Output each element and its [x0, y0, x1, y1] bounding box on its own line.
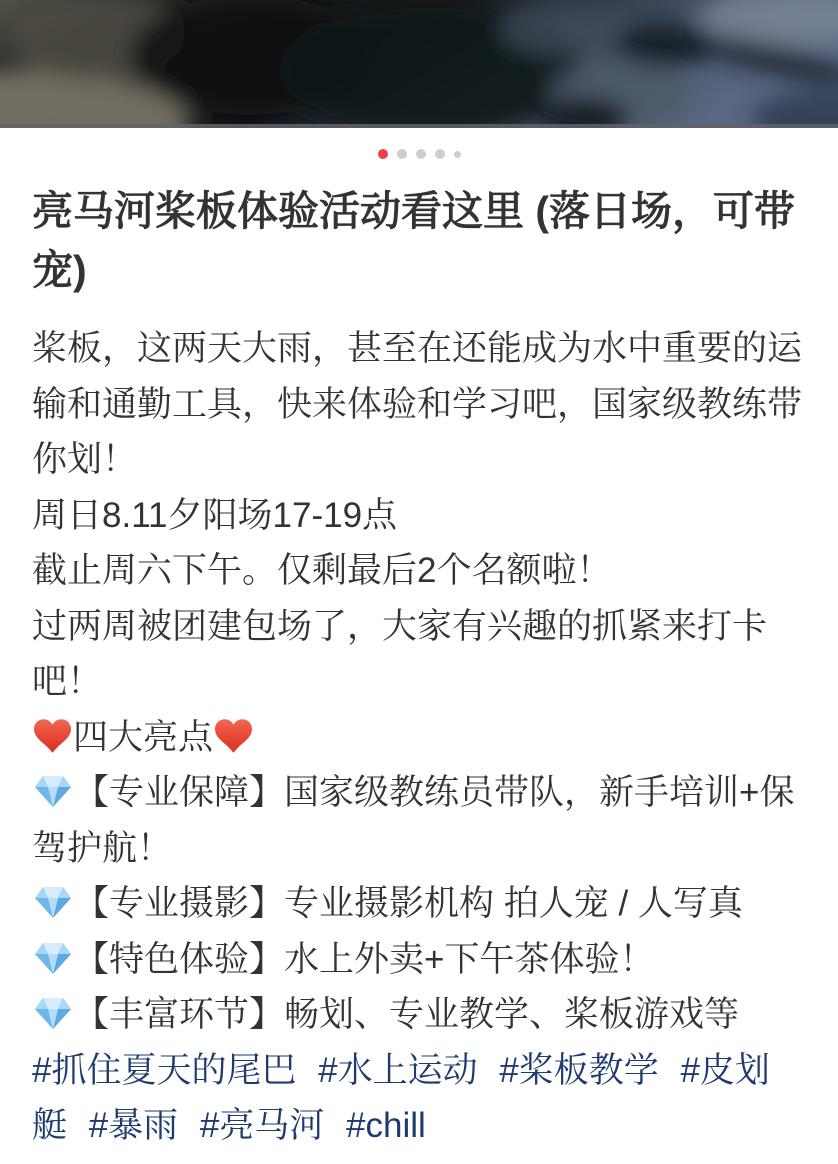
post-title: 亮马河桨板体验活动看这里 (落日场，可带宠) [32, 188, 796, 293]
cover-photo[interactable] [0, 0, 838, 128]
highlight-text: 【丰富环节】畅划、专业教学、桨板游戏等 [74, 995, 740, 1034]
highlight-text: 【专业摄影】专业摄影机构 拍人宠 / 人写真 [74, 884, 743, 923]
carousel-dot[interactable] [416, 149, 426, 159]
hashtag[interactable]: #桨板教学 [499, 1050, 659, 1090]
cover-photo-image [0, 0, 838, 128]
paragraph-intro: 桨板，这两天大雨，甚至在还能成为水中重要的运输和通勤工具，快来体验和学习吧，国家级教练带你划！ [32, 329, 803, 479]
heart-icon [215, 719, 252, 753]
hashtag[interactable]: #皮划艇 [32, 1050, 770, 1145]
hashtag[interactable]: #chill [346, 1106, 426, 1145]
paragraph-schedule: 周日8.11夕阳场17-19点 [32, 495, 398, 535]
hashtag[interactable]: #水上运动 [318, 1050, 478, 1090]
highlight-item [32, 876, 806, 932]
gem-icon [34, 885, 72, 919]
carousel-dots [0, 128, 838, 170]
highlight-item [32, 932, 806, 988]
carousel-dot[interactable] [397, 149, 407, 159]
highlights-header [32, 710, 806, 766]
highlight-text: 【特色体验】水上外卖+下午茶体验！ [74, 939, 655, 979]
highlights-title: 四大亮点 [73, 717, 214, 757]
highlight-text: 【专业保障】国家级教练员带队，新手培训+保驾护航！ [32, 773, 795, 868]
gem-icon [34, 996, 72, 1030]
post-body [32, 321, 806, 1154]
gem-icon [34, 774, 72, 808]
post-content [0, 182, 838, 1164]
gem-icon [34, 941, 72, 975]
paragraph-deadline: 截止周六下午。仅剩最后2个名额啦！ [32, 551, 612, 590]
paragraph-notice: 过两周被团建包场了，大家有兴趣的抓紧来打卡吧！ [32, 606, 768, 701]
hashtag[interactable]: #暴雨 [88, 1106, 179, 1145]
carousel-dot[interactable] [435, 149, 445, 159]
carousel-dot[interactable] [454, 151, 461, 158]
hashtag[interactable]: #抓住夏天的尾巴 [32, 1050, 297, 1090]
highlight-item [32, 987, 806, 1043]
carousel-dot-active[interactable] [378, 149, 388, 159]
heart-icon [34, 719, 71, 753]
hashtag-list [32, 1043, 806, 1154]
highlight-item [32, 765, 806, 876]
hashtag[interactable]: #亮马河 [199, 1106, 325, 1145]
